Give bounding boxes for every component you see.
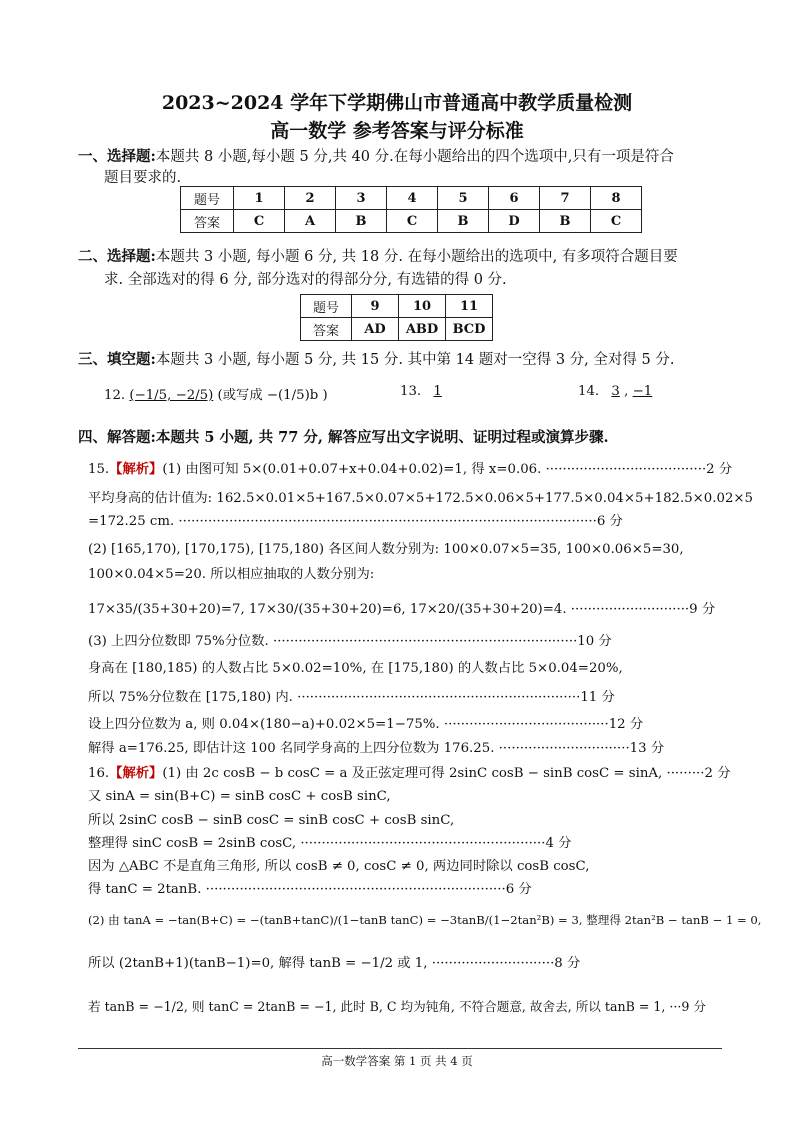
section1-answer-table [180, 186, 642, 233]
row-label: 题号 [301, 295, 352, 318]
section3-label: 三、填空题: [78, 351, 156, 368]
table-cell: C [234, 210, 285, 233]
q16-line-1: 又 sinA = sin(B+C) = sinB cosC + cosB sinC, [88, 789, 391, 804]
q14-answer-line [578, 384, 652, 399]
q14-separator: , [624, 384, 629, 399]
q15-line-9: 设上四分位数为 a, 则 0.04×(180−a)+0.02×5=1−75%. ·······································12 分 [88, 717, 644, 732]
q12-number: 12. [104, 388, 126, 403]
table-cell: B [438, 210, 489, 233]
table-cell: 3 [336, 187, 387, 210]
table-row [181, 187, 642, 210]
q12-answer: (−1/5, −2/5) [129, 388, 214, 403]
q15-line-3: (2) [165,170), [170,175), [175,180) 各区间人数分别为: 100×0.07×5=35, 100×0.06×5=30, [88, 542, 684, 557]
q16-line-8: 若 tanB = −1/2, 则 tanC = 2tanB = −1, 此时 B, C 均为钝角, 不符合题意, 故舍去, 所以 tanB = 1, ···9 分 [88, 999, 707, 1014]
table-cell: 7 [540, 187, 591, 210]
section2-text-b: 求. 全部选对的得 6 分, 部分选对的得部分分, 有选错的得 0 分. [104, 272, 507, 288]
table-cell: C [387, 210, 438, 233]
footer-divider [78, 1048, 722, 1049]
q15-number: 15. [88, 462, 110, 477]
q15-line-7: 身高在 [180,185) 的人数占比 5×0.02=10%, 在 [175,180) 的人数占比 5×0.04=20%, [88, 661, 623, 676]
table-row [181, 210, 642, 233]
q13-answer: 1 [433, 384, 442, 399]
q16-line-5: 得 tanC = 2tanB. ·······································································6 分 [88, 882, 532, 897]
q16-number: 16. [88, 766, 110, 781]
q14-number: 14. [578, 384, 600, 399]
q16-line-4: 因为 △ABC 不是直角三角形, 所以 cosB ≠ 0, cosC ≠ 0, 两边同时除以 cosB cosC, [88, 859, 590, 874]
table-cell: A [285, 210, 336, 233]
table-cell: B [540, 210, 591, 233]
q16-text: (1) 由 2c cosB − b cosC = a 及正弦定理可得 2sinC cosB − sinB cosC = sinA, ·········2 分 [162, 766, 731, 781]
q13-answer-line [400, 384, 442, 399]
table-cell: 10 [399, 295, 446, 318]
row-label: 答案 [181, 210, 234, 233]
q12-alt-answer: (或写成 −(1/5)b ) [217, 388, 328, 403]
q15-line-0 [88, 458, 732, 477]
table-cell: 1 [234, 187, 285, 210]
q15-line-8: 所以 75%分位数在 [175,180) 内. ···································································11 分 [88, 690, 615, 705]
page-title: 2023~2024 学年下学期佛山市普通高中教学质量检测 [161, 92, 633, 114]
q15-tag: 【解析】 [109, 462, 163, 477]
q16-line-3: 整理得 sinC cosB = 2sinB cosC, ··························································4 分 [88, 836, 572, 851]
table-row [301, 318, 493, 341]
table-cell: 5 [438, 187, 489, 210]
table-cell: 9 [352, 295, 399, 318]
q15-line-6: (3) 上四分位数即 75%分位数. ········································································10 分 [88, 634, 612, 649]
section1-text-b: 题目要求的. [104, 170, 182, 186]
q15-line-4: 100×0.04×5=20. 所以相应抽取的人数分别为: [88, 567, 375, 582]
table-cell: ABD [399, 318, 446, 341]
table-cell: 6 [489, 187, 540, 210]
table-cell: 2 [285, 187, 336, 210]
table-cell: BCD [446, 318, 493, 341]
q13-number: 13. [400, 384, 422, 399]
table-cell: 8 [591, 187, 642, 210]
table-cell: D [489, 210, 540, 233]
section1-label: 一、选择题: [78, 148, 156, 165]
table-row [301, 295, 493, 318]
table-cell: 4 [387, 187, 438, 210]
section3-text: 本题共 3 小题, 每小题 5 分, 共 15 分. 其中第 14 题对一空得 3 分, 全对得 5 分. [155, 352, 675, 368]
q14-answer-2: −1 [632, 384, 653, 399]
table-cell: 11 [446, 295, 493, 318]
page-subtitle: 高一数学 参考答案与评分标准 [270, 120, 524, 142]
section1-line1 [78, 145, 674, 166]
q16-line-7: 所以 (2tanB+1)(tanB−1)=0, 解得 tanB = −1/2 或 1, ·····························8 分 [88, 956, 581, 971]
q15-line-2: =172.25 cm. ···································································································6 分 [88, 514, 623, 529]
table-cell: AD [352, 318, 399, 341]
q15-line-1: 平均身高的估计值为: 162.5×0.01×5+167.5×0.07×5+172.5×0.06×5+177.5×0.04×5+182.5×0.02×5 [88, 491, 754, 506]
table-cell: C [591, 210, 642, 233]
q15-line-10: 解得 a=176.25, 即估计这 100 名同学身高的上四分位数为 176.25. ·······························13 分 [88, 741, 665, 756]
row-label: 答案 [301, 318, 352, 341]
section2-answer-table [300, 294, 493, 341]
section3-line [78, 348, 674, 369]
section2-label: 二、选择题: [78, 248, 156, 265]
q15-text: (1) 由图可知 5×(0.01+0.07+x+0.04+0.02)=1, 得 x=0.06. ······································2 分 [162, 462, 733, 477]
section2-line1 [78, 245, 678, 266]
q14-answer-1: 3 [611, 384, 620, 399]
q15-line-5: 17×35/(35+30+20)=7, 17×30/(35+30+20)=6, 17×20/(35+30+20)=4. ····························9 分 [88, 602, 716, 617]
row-label: 题号 [181, 187, 234, 210]
section4-heading: 四、解答题:本题共 5 小题, 共 77 分, 解答应写出文字说明、证明过程或演算步骤. [78, 429, 609, 446]
q16-line-0 [88, 762, 731, 781]
section2-text-a: 本题共 3 小题, 每小题 6 分, 共 18 分. 在每小题给出的选项中, 有多项符合题目要 [155, 249, 678, 265]
section1-text-a: 本题共 8 小题,每小题 5 分,共 40 分.在每小题给出的四个选项中,只有一项是符合 [155, 149, 674, 165]
q16-tag: 【解析】 [109, 766, 163, 781]
q12-answer-line [104, 384, 328, 403]
page-footer: 高一数学答案 第 1 页 共 4 页 [321, 1054, 473, 1068]
q16-line-2: 所以 2sinC cosB − sinB cosC = sinB cosC + cosB sinC, [88, 813, 455, 828]
q16-line-6: (2) 由 tanA = −tan(B+C) = −(tanB+tanC)/(1−tanB tanC) = −3tanB/(1−2tan²B) = 3, 整理得 2tan²B − tanB − 1 = 0, [88, 913, 762, 927]
table-cell: B [336, 210, 387, 233]
